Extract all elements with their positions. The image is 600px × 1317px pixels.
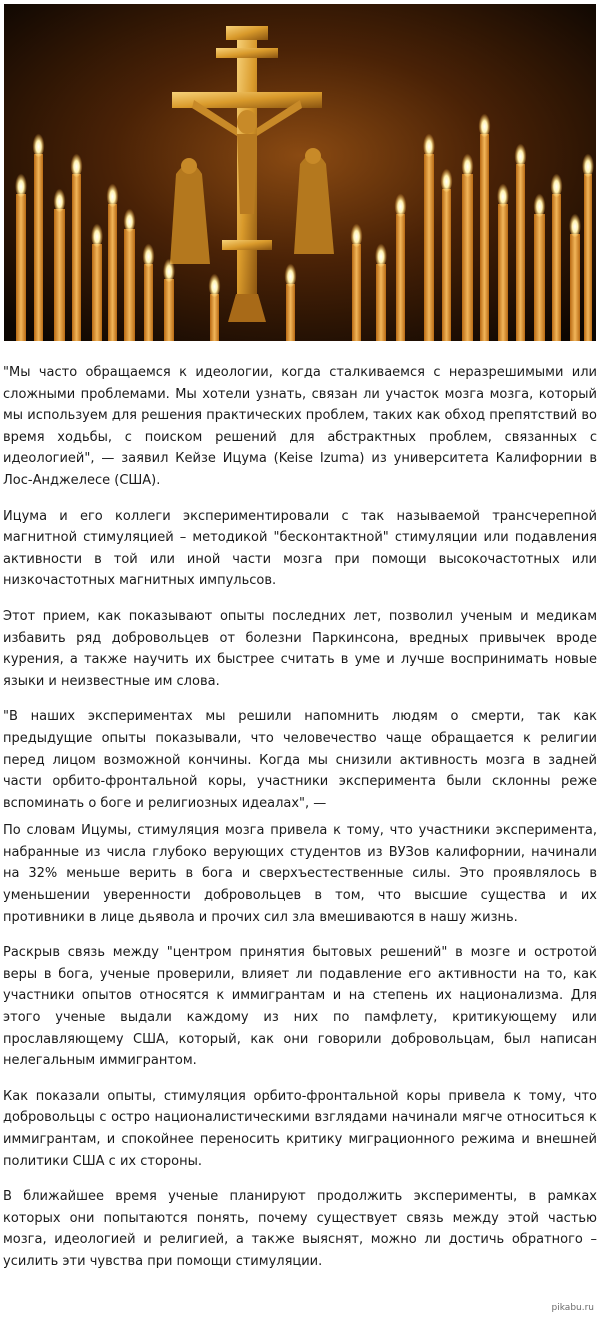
paragraph-8: В ближайшее время ученые планируют продолжить эксперименты, в рамках которых они попытаются понять, почему существует связь между этой частью мозга, идеологией и религией, а также выяснят, можно ли достичь обратного – усилить эти чувства при помощи стимуляции.	[3, 1189, 597, 1269]
flame-icon	[15, 171, 27, 197]
candle-icon	[92, 244, 102, 341]
flame-icon	[534, 191, 546, 217]
flame-icon	[209, 271, 221, 297]
flame-icon	[143, 241, 155, 267]
flame-icon	[515, 141, 527, 167]
flame-icon	[423, 131, 435, 157]
flame-icon	[33, 131, 45, 157]
candle-icon	[286, 284, 295, 341]
flame-icon	[441, 166, 453, 192]
flame-icon	[285, 261, 297, 287]
flame-icon	[582, 151, 594, 177]
article-body	[3, 362, 597, 1287]
flame-icon	[124, 206, 136, 232]
candle-icon	[108, 204, 117, 341]
flame-icon	[351, 221, 363, 247]
candle-icon	[552, 194, 561, 341]
paragraph-3: Этот прием, как показывают опыты последних лет, позволил ученым и медикам избавить ряд добровольцев от болезни Паркинсона, вредных привычек вроде курения, а также научить их быстрее считать в уме и лучше воспринимать новые языки и неизвестные им слова.	[3, 608, 597, 689]
flame-icon	[462, 151, 474, 177]
flame-icon	[375, 241, 387, 267]
candle-icon	[534, 214, 545, 341]
candle-icon	[72, 174, 81, 341]
flame-icon	[395, 191, 407, 217]
flame-icon	[54, 186, 66, 212]
paragraph-6: Раскрыв связь между "центром принятия бытовых решений" в мозге и остротой веры в бога, ученые проверили, влияет ли подавление его активности на то, как участники опытов относятся к иммигрантам и на степень их национализма. Для этого ученые выдали каждому из них по памфлету, критикующему или прославляющему США, который, как они говорили добровольцам, был написан нелегальным иммигрантом.	[3, 945, 597, 1069]
candle-icon	[352, 244, 361, 341]
flame-icon	[107, 181, 119, 207]
pikabu-watermark: pikabu.ru	[551, 1303, 594, 1313]
paragraph-5: По словам Ицумы, стимуляция мозга привела к тому, что участники эксперимента, набранные из числа глубоко верующих студентов из ВУЗов калифорнии, начинали на 32% меньше верить в бога и сверхъестественные силы. Это проявлялось в уменьшении уверенности добровольцев в том, что высшие существа и их противники в лице дьявола и прочих сил зла вмешиваются в нашу жизнь.	[3, 823, 597, 925]
candle-icon	[480, 134, 489, 341]
candle-icon	[498, 204, 508, 341]
candle-icon	[462, 174, 473, 341]
paragraph-1: "Мы часто обращаемся к идеологии, когда сталкиваемся с неразрешимыми или сложными проблемами. Мы хотели узнать, связан ли участок мозга мозга, который мы используем для решения практических проблем, таких как обход препятствий во время ходьбы, с поиском решений для абстрактных проблем, связанных с идеологией", — заявил Кейзе Ицума (Keise Izuma) из университета Калифорнии в Лос-Анджелесе (США).	[3, 365, 597, 488]
flame-icon	[163, 256, 175, 282]
church-candles-photo	[4, 4, 596, 341]
paragraph-7: Как показали опыты, стимуляция орбито-фронтальной коры привела к тому, что добровольцы с остро националистическими взглядами начинали мягче относиться к иммигрантам, и спокойнее переносить критику миграционного режима и внешней политики США с их стороны.	[3, 1088, 597, 1169]
candle-icon	[396, 214, 405, 341]
candle-icon	[124, 229, 135, 341]
flame-icon	[497, 181, 509, 207]
candle-icon	[516, 164, 525, 341]
church-candles-crucifix-image	[4, 4, 596, 341]
flame-icon	[479, 111, 491, 137]
candle-icon	[16, 194, 26, 341]
candle-icon	[164, 279, 174, 341]
flame-icon	[71, 151, 83, 177]
candle-icon	[570, 234, 580, 341]
candle-icon	[54, 209, 65, 341]
candle-icon	[144, 264, 153, 341]
candle-icon	[424, 154, 434, 341]
candle-icon	[210, 294, 219, 341]
candle-icon	[442, 189, 451, 341]
candle-icon	[376, 264, 386, 341]
candle-icon	[34, 154, 43, 341]
paragraph-2: Ицума и его коллеги экспериментировали с так называемой трансчерепной магнитной стимуляцией – методикой "бесконтактной" стимуляции или подавления активности в той или иной части мозга при помощи высокочастотных или низкочастотных магнитных импульсов.	[3, 508, 597, 589]
paragraph-4: "В наших экспериментах мы решили напомнить людям о смерти, так как предыдущие опыты показывали, что человечество чаще обращается к религии перед лицом возможной кончины. Когда мы снизили активность мозга в задней части орбито-фронтальной коры, участники эксперимента были склонны реже вспоминать о боге и религиозных идеалах", —	[3, 709, 597, 811]
flame-icon	[569, 211, 581, 237]
candle-icon	[584, 174, 592, 341]
flame-icon	[91, 221, 103, 247]
flame-icon	[551, 171, 563, 197]
